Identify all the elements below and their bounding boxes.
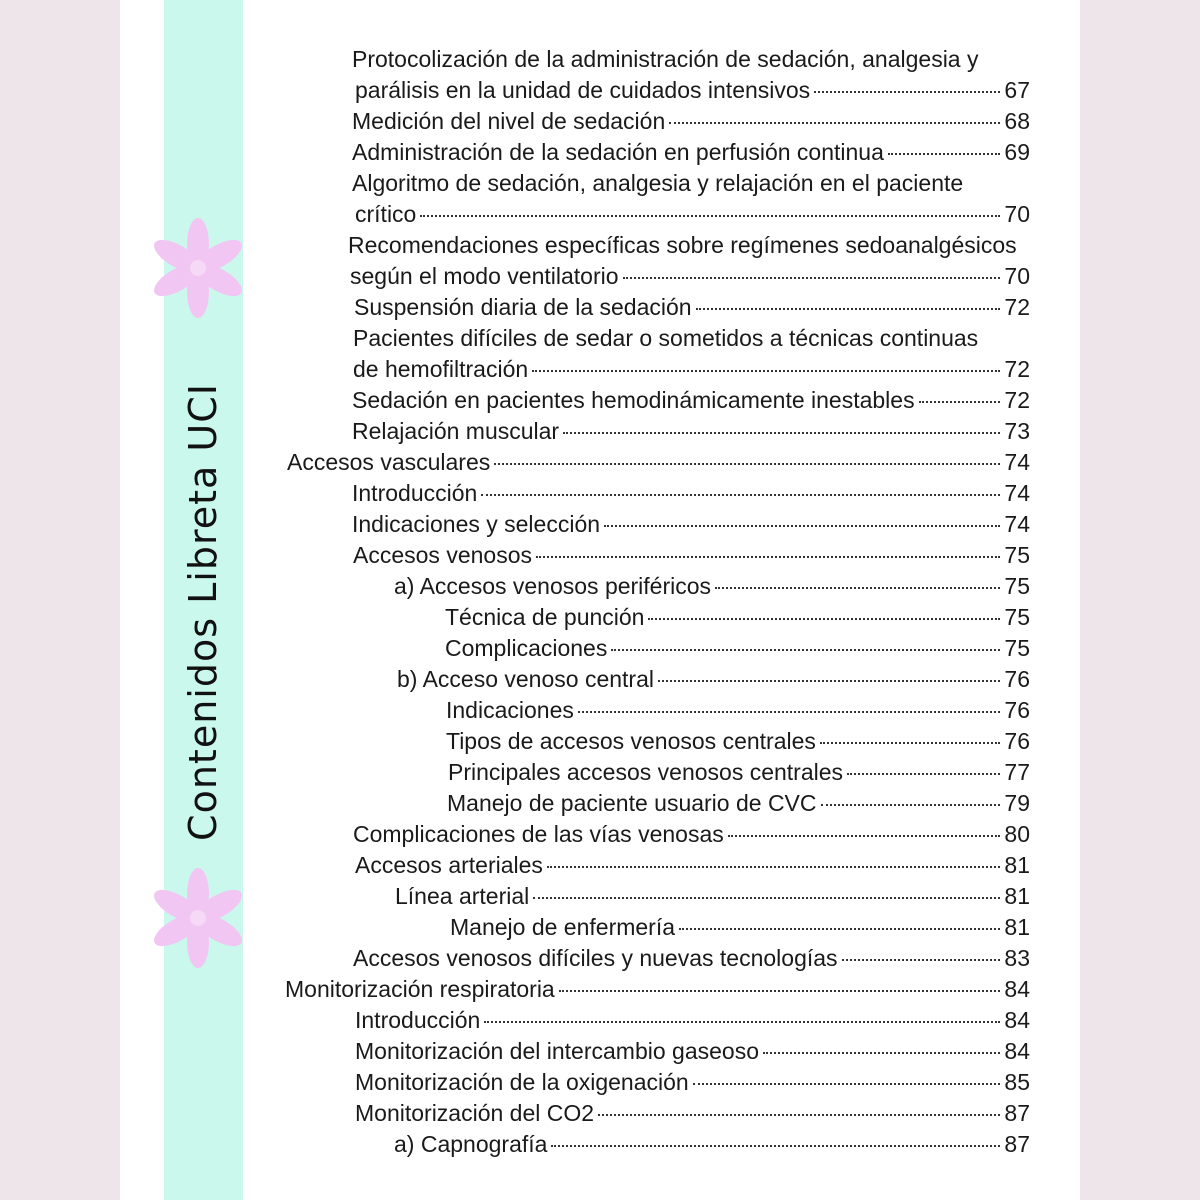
toc-entry [352, 478, 1030, 509]
toc-entry-text: Introducción [352, 480, 478, 506]
toc-entry [352, 509, 1030, 540]
toc-entry-text: Sedación en pacientes hemodinámicamente inestables [352, 387, 915, 413]
toc-entry-text: Accesos venosos difíciles y nuevas tecnologías [353, 945, 838, 971]
dot-leader [821, 804, 1001, 806]
toc-entry [397, 664, 1030, 695]
toc-entry-page: 72 [1004, 294, 1030, 320]
toc-entry [394, 571, 1030, 602]
toc-entry [394, 1129, 1030, 1160]
toc-entry-page: 75 [1004, 542, 1030, 568]
dot-leader [847, 773, 1000, 775]
dot-leader [669, 122, 1000, 124]
toc-entry [353, 540, 1030, 571]
toc-entry-page: 74 [1004, 449, 1030, 475]
toc-entry-text: Monitorización respiratoria [285, 976, 555, 1002]
dot-leader [842, 959, 1001, 961]
toc-entry-text: de hemofiltración [353, 356, 529, 382]
toc-entry-text: Protocolización de la administración de sedación, analgesia y [352, 46, 979, 72]
toc-entry-text: Principales accesos venosos centrales [448, 759, 844, 785]
toc-entry [353, 943, 1030, 974]
toc-entry-page: 75 [1004, 635, 1030, 661]
dot-leader [604, 525, 1000, 527]
toc-entry-text: Recomendaciones específicas sobre regímenes sedoanalgésicos [348, 232, 1017, 258]
toc-entry [352, 137, 1030, 168]
toc-entry-page: 87 [1004, 1100, 1030, 1126]
toc-entry-page: 77 [1004, 759, 1030, 785]
dot-leader [563, 432, 1000, 434]
toc-entry-page: 69 [1004, 139, 1030, 165]
dot-leader [559, 990, 1001, 992]
toc-entry [448, 757, 1030, 788]
dot-leader [715, 587, 1000, 589]
toc-entry-page: 80 [1004, 821, 1030, 847]
toc-entry-text: crítico [355, 201, 417, 227]
dot-leader [536, 556, 1000, 558]
dot-leader [820, 742, 1001, 744]
toc-entry [447, 788, 1030, 819]
toc-entry-page: 84 [1004, 1038, 1030, 1064]
toc-entry [355, 75, 1030, 106]
toc-entry [355, 850, 1030, 881]
toc-entry-text: a) Capnografía [394, 1131, 548, 1157]
toc-entry-text: Accesos venosos [353, 542, 532, 568]
toc-entry-text: b) Acceso venoso central [397, 666, 654, 692]
toc-entry [445, 602, 1030, 633]
toc-entry [352, 416, 1030, 447]
toc-entry [354, 292, 1030, 323]
dot-leader [623, 277, 1001, 279]
toc-entry [355, 199, 1030, 230]
dot-leader [693, 1083, 1001, 1085]
toc-entry-text: Manejo de paciente usuario de CVC [447, 790, 817, 816]
toc-entry-page: 72 [1004, 387, 1030, 413]
toc-entry [353, 819, 1030, 850]
dot-leader [919, 401, 1001, 403]
toc-entry-page: 75 [1004, 604, 1030, 630]
toc-entry-page: 74 [1004, 511, 1030, 537]
toc-entry-page: 85 [1004, 1069, 1030, 1095]
toc-entry-page: 84 [1004, 976, 1030, 1002]
toc-entry-page: 83 [1004, 945, 1030, 971]
toc-entry [350, 261, 1030, 292]
toc-entry-text: a) Accesos venosos periféricos [394, 573, 712, 599]
toc-entry-text: Accesos vasculares [287, 449, 491, 475]
dot-leader [547, 866, 1000, 868]
toc-entry-page: 76 [1004, 697, 1030, 723]
toc-entry-page: 76 [1004, 666, 1030, 692]
dot-leader [420, 215, 1000, 217]
toc-entry [355, 1067, 1030, 1098]
dot-leader [484, 1021, 1000, 1023]
dot-leader [598, 1114, 1000, 1116]
toc-entry-text: Indicaciones [446, 697, 574, 723]
toc-entry-text: Pacientes difíciles de sedar o sometidos a técnicas continuas [353, 325, 979, 351]
toc-entry-page: 79 [1004, 790, 1030, 816]
dot-leader [728, 835, 1001, 837]
dot-leader [578, 711, 1001, 713]
spine-title: Contenidos Libreta UCI [181, 383, 225, 841]
toc-entry [285, 974, 1030, 1005]
dot-leader [679, 928, 1000, 930]
dot-leader [658, 680, 1000, 682]
toc-entry-text: Algoritmo de sedación, analgesia y relajación en el paciente [352, 170, 964, 196]
dot-leader [611, 649, 1000, 651]
toc-entry-text: Monitorización del intercambio gaseoso [355, 1038, 759, 1064]
toc-entry [352, 44, 1032, 75]
toc-entry [355, 1005, 1030, 1036]
toc-entry-text: Accesos arteriales [355, 852, 543, 878]
toc-entry-page: 81 [1004, 914, 1030, 940]
toc-entry [287, 447, 1030, 478]
dot-leader [696, 308, 1001, 310]
toc-entry-page: 70 [1004, 263, 1030, 289]
toc-entry-text: Administración de la sedación en perfusión continua [352, 139, 884, 165]
toc-entry-text: Suspensión diaria de la sedación [354, 294, 692, 320]
toc-entry [352, 385, 1030, 416]
toc-entry [352, 106, 1030, 137]
toc-entry-text: según el modo ventilatorio [350, 263, 619, 289]
toc-entry [353, 354, 1030, 385]
toc-entry-page: 74 [1004, 480, 1030, 506]
toc-entry-page: 67 [1004, 77, 1030, 103]
toc-entry-page: 87 [1004, 1131, 1030, 1157]
toc-entry-page: 70 [1004, 201, 1030, 227]
toc-entry [395, 881, 1030, 912]
toc-entry-text: Complicaciones de las vías venosas [353, 821, 724, 847]
toc-entry-text: Técnica de punción [445, 604, 645, 630]
toc-entry-page: 68 [1004, 108, 1030, 134]
toc-entry [445, 633, 1030, 664]
dot-leader [763, 1052, 1000, 1054]
toc-entry [446, 695, 1030, 726]
toc-entry [353, 323, 1030, 354]
toc-entry-page: 81 [1004, 883, 1030, 909]
dot-leader [494, 463, 1000, 465]
toc-entry-text: parálisis en la unidad de cuidados intensivos [355, 77, 811, 103]
dot-leader [551, 1145, 1000, 1147]
dot-leader [814, 91, 1000, 93]
toc-entry-text: Tipos de accesos venosos centrales [446, 728, 816, 754]
dot-leader [481, 494, 1000, 496]
toc-entry [348, 230, 1030, 261]
toc-entry-text: Indicaciones y selección [352, 511, 601, 537]
toc-entry-text: Relajación muscular [352, 418, 560, 444]
toc-entry-page: 84 [1004, 1007, 1030, 1033]
dot-leader [532, 370, 1000, 372]
toc-entry-text: Monitorización de la oxigenación [355, 1069, 689, 1095]
toc-entry-page: 72 [1004, 356, 1030, 382]
toc-entry [446, 726, 1030, 757]
dot-leader [888, 153, 1001, 155]
toc-entry-page: 73 [1004, 418, 1030, 444]
toc-entry-text: Medición del nivel de sedación [352, 108, 666, 134]
dot-leader [648, 618, 1000, 620]
toc-entry-text: Manejo de enfermería [450, 914, 676, 940]
toc-entry-text: Línea arterial [395, 883, 530, 909]
toc-entry [355, 1036, 1030, 1067]
toc-entry-page: 75 [1004, 573, 1030, 599]
toc-entry [355, 1098, 1030, 1129]
toc-entry-text: Introducción [355, 1007, 481, 1033]
toc-entry-text: Monitorización del CO2 [355, 1100, 595, 1126]
toc-entry [352, 168, 1030, 199]
toc-entry [450, 912, 1030, 943]
toc-entry-text: Complicaciones [445, 635, 608, 661]
toc-entry-page: 81 [1004, 852, 1030, 878]
toc-entry-page: 76 [1004, 728, 1030, 754]
dot-leader [533, 897, 1000, 899]
